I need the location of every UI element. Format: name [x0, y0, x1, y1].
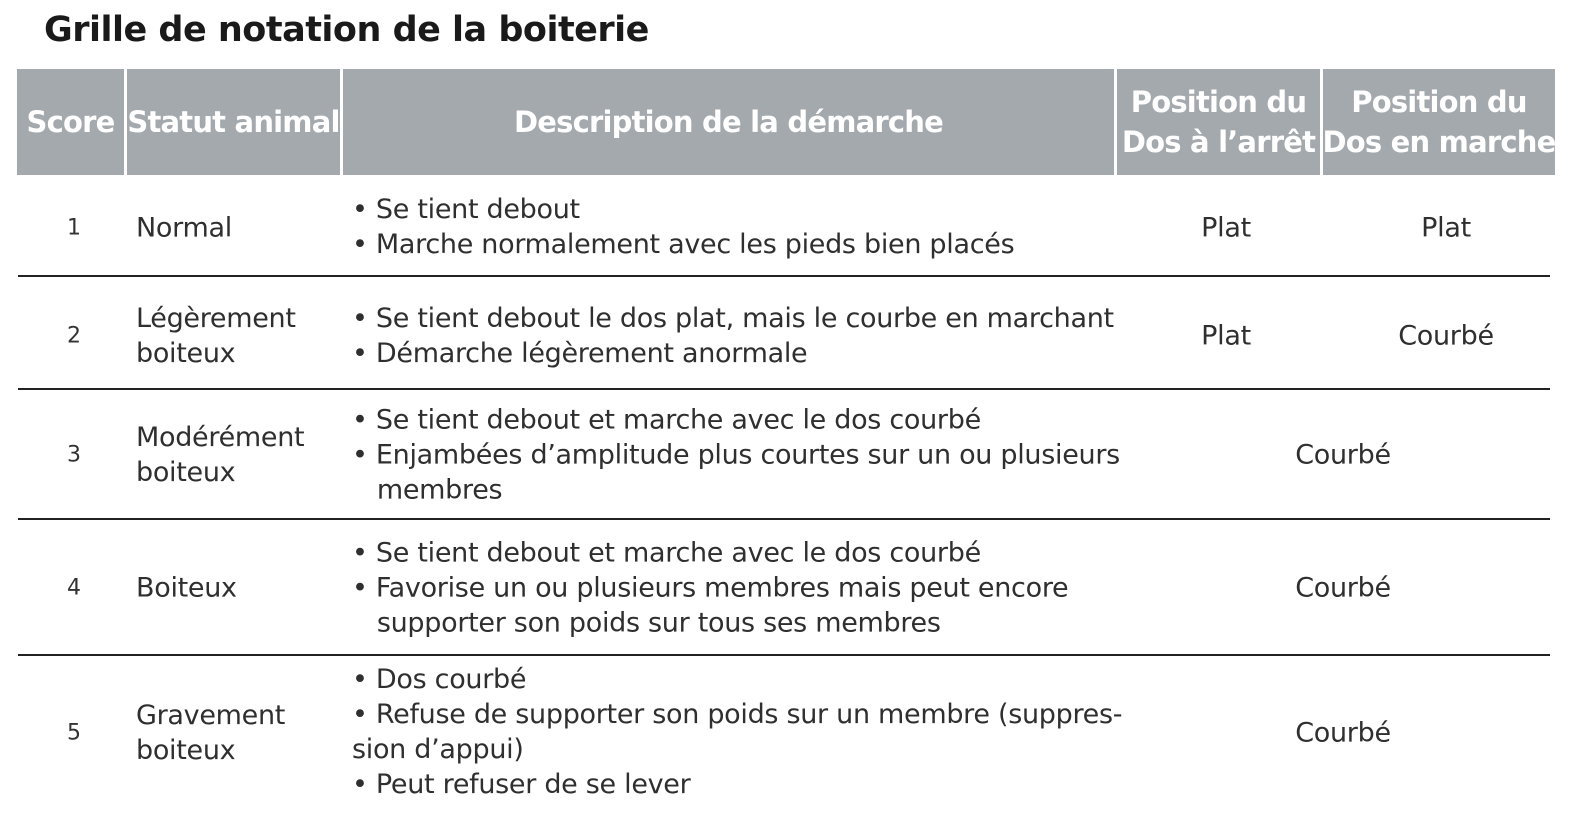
row-5-statut-line2: boiteux — [136, 735, 236, 766]
row-5-desc-item-1: • Dos courbé — [352, 664, 527, 695]
row-5-desc-item-4: • Peut refuser de se lever — [352, 769, 691, 800]
row-1-description — [352, 192, 1112, 262]
row-5-desc-item-2: • Refuse de supporter son poids sur un membre (suppres- — [352, 699, 1123, 730]
row-5-desc-item-3: sion d’appui) — [352, 734, 524, 765]
row-1-desc-item-1: • Se tient debout — [352, 194, 580, 225]
row-3-desc-item-1: • Se tient debout et marche avec le dos courbé — [352, 404, 981, 436]
row-2-statut-line2: boiteux — [136, 338, 236, 369]
row-2-desc-item-2: • Démarche légèrement anormale — [352, 338, 808, 369]
row-separator — [18, 275, 1550, 277]
row-1-position-marche: Plat — [1421, 212, 1471, 244]
row-3-desc-item-2: • Enjambées d’amplitude plus courtes sur un ou plusieurs — [352, 439, 1120, 471]
header-position-arret — [1117, 69, 1320, 175]
row-4-desc-item-1: • Se tient debout et marche avec le dos courbé — [352, 537, 981, 569]
header-statut: Statut animal — [127, 69, 340, 175]
row-5-description — [352, 662, 1123, 802]
header-position-marche-line1: Position du — [1351, 85, 1527, 119]
row-2-desc-item-1: • Se tient debout le dos plat, mais le courbe en marchant — [352, 303, 1114, 334]
row-separator — [18, 518, 1550, 520]
row-3-description — [352, 403, 1120, 508]
row-4-statut-line1: Boiteux — [136, 572, 237, 604]
row-5-position-merged: Courbé — [1295, 717, 1391, 749]
row-4-desc-item-3: supporter son poids sur tous ses membres — [352, 607, 941, 639]
row-1-statut — [136, 211, 232, 246]
row-3-position-merged: Courbé — [1295, 439, 1391, 471]
row-3-score: 3 — [67, 442, 81, 468]
row-4-score: 4 — [67, 575, 81, 601]
row-5-score: 5 — [67, 720, 81, 746]
row-1-desc-item-2: • Marche normalement avec les pieds bien placés — [352, 229, 1015, 260]
row-3-statut-line1: Modérément — [136, 422, 305, 453]
row-5-statut-line1: Gravement — [136, 700, 286, 731]
row-2-statut-line1: Légèrement — [136, 303, 296, 334]
row-2-statut — [136, 301, 296, 371]
row-3-statut-line2: boiteux — [136, 457, 236, 488]
row-5-statut — [136, 698, 285, 768]
header-score: Score — [17, 69, 124, 175]
row-2-description — [352, 301, 1112, 371]
row-2-score: 2 — [67, 323, 81, 349]
row-1-score: 1 — [67, 215, 81, 241]
row-4-description — [352, 536, 1112, 641]
header-position-marche — [1323, 69, 1555, 175]
row-2-position-marche: Courbé — [1398, 320, 1494, 352]
row-separator — [18, 654, 1550, 656]
header-description: Description de la démarche — [343, 69, 1114, 175]
row-4-desc-item-2: • Favorise un ou plusieurs membres mais peut encore — [352, 572, 1069, 604]
header-position-arret-line2: Dos à l’arrêt — [1121, 125, 1316, 159]
header-position-marche-line2: Dos en marche — [1323, 125, 1555, 159]
row-2-position-arret: Plat — [1201, 320, 1251, 352]
row-4-statut — [136, 571, 237, 606]
row-4-position-merged: Courbé — [1295, 572, 1391, 604]
page-title: Grille de notation de la boiterie — [44, 10, 649, 50]
row-3-desc-item-3: membres — [352, 474, 503, 506]
row-separator — [18, 388, 1550, 390]
row-3-statut — [136, 420, 304, 490]
header-position-arret-line1: Position du — [1130, 85, 1307, 119]
row-1-statut-line1: Normal — [136, 212, 232, 244]
row-1-position-arret: Plat — [1201, 212, 1251, 244]
